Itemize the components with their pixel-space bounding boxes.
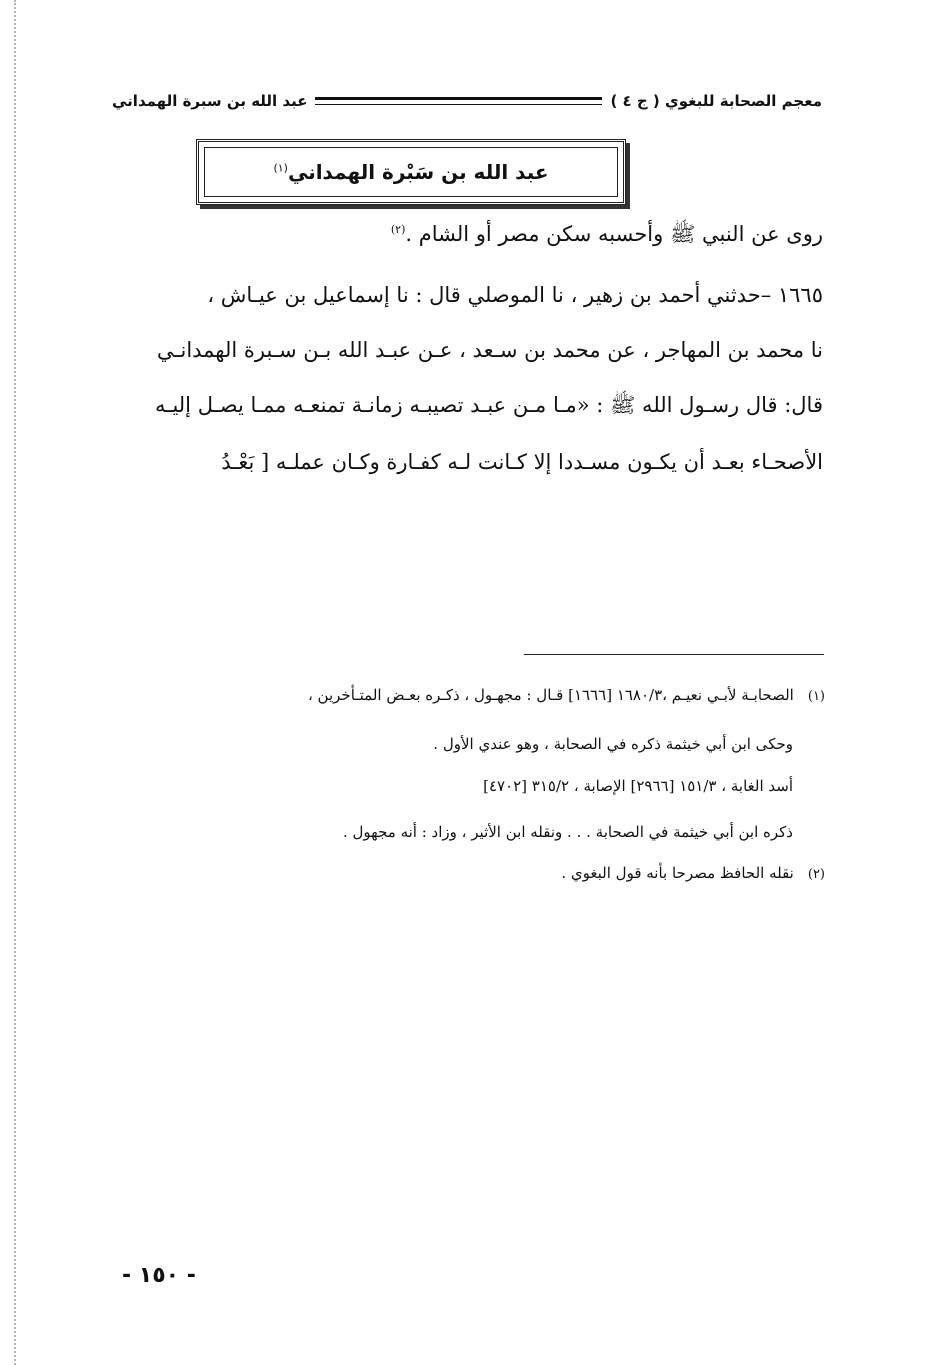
footnote-1-line-4: ذكره ابن أبي خيثمة في الصحابة . . . ونقله ابن الأثير ، وزاد : أنه مجهول . [343, 823, 793, 841]
body-line-3: نا محمد بن المهاجر ، عن محمد بن سـعد ، عـن عبـد الله بـن سـبرة الهمدانـي [156, 338, 823, 362]
footnote-1-line-2: وحكى ابن أبي خيثمة ذكره في الصحابة ، وهو عندي الأول . [433, 735, 793, 753]
body-footnote-ref: (٢) [390, 223, 406, 236]
running-header [112, 86, 822, 116]
entry-heading-text: عبد الله بن سَبْرة الهمداني [287, 160, 549, 184]
footnote-separator [524, 654, 824, 655]
heading-footnote-ref: (١) [273, 161, 288, 175]
binding-gutter-dots [14, 0, 16, 1365]
body-line-1 [113, 224, 823, 245]
footnote-1-line-3: أسد الغابة ، ١٥١/٣ [٢٩٦٦] الإصابة ، ٣١٥/٢ [٤٧٠٢] [483, 777, 793, 795]
body-line-4: قال: قال رسـول الله ﷺ : «مـا مـن عبـد تصيبـه زمانـة تمنعـه ممـا يصـل إليـه [155, 393, 823, 417]
header-entry-title: عبد الله بن سبرة الهمداني [112, 92, 308, 110]
body-line-2: ١٦٦٥ –حدثني أحمد بن زهير ، نا الموصلي قال : نا إسماعيل بن عيـاش ، [207, 283, 823, 307]
header-book-title: معجم الصحابة للبغوي ( ج ٤ ) [610, 92, 822, 110]
footnote-2 [105, 866, 825, 881]
body-line-5: الأصحـاء بعـد أن يكـون مسـددا إلا كـانت لـه كفـارة وكـان عملـه [ بَعْـدُ [221, 450, 823, 474]
page-number: - ١٥٠ - [122, 1263, 196, 1288]
footnote-2-number: (٢) [807, 867, 825, 882]
footnote-1-line-1 [105, 688, 825, 703]
entry-heading [273, 160, 548, 184]
header-rule [315, 97, 602, 105]
entry-title-box [196, 139, 626, 205]
footnote-1-text: الصحابـة لأبـي نعيـم ،١٦٨٠/٣ [١٦٦٦] قـال : مجهـول ، ذكـره بعـض المتـأخرين ، [307, 686, 794, 704]
body-line-1-text: روى عن النبي ﷺ وأحسبه سكن مصر أو الشام . [405, 222, 823, 246]
footnote-2-text: نقله الحافظ مصرحا بأنه قول البغوي . [561, 864, 794, 882]
footnote-1-number: (١) [807, 689, 825, 704]
